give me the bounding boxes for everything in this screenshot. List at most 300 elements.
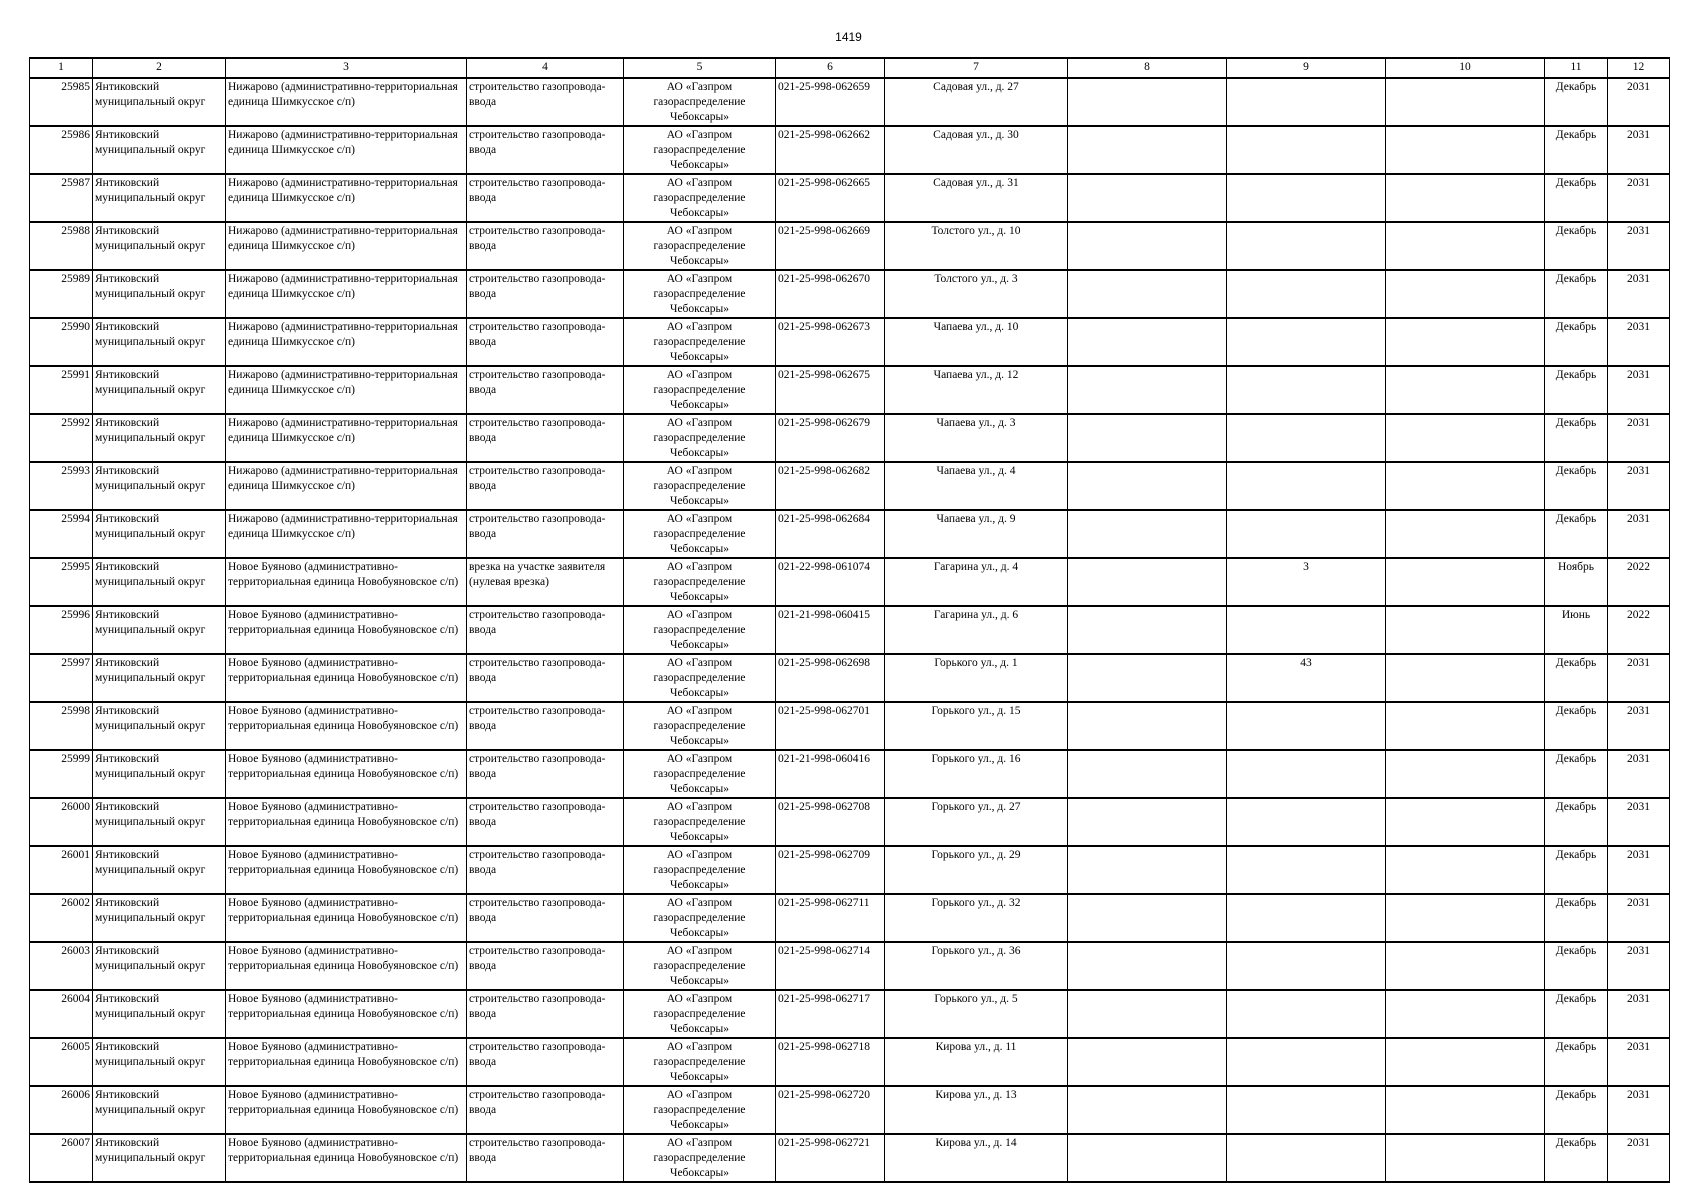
- page-number: 1419: [835, 30, 862, 44]
- address-cell: Кирова ул., д. 13: [885, 1086, 1068, 1134]
- year-cell: 2031: [1608, 510, 1670, 558]
- object-code-cell: 021-25-998-062720: [776, 1086, 885, 1134]
- column-10-cell: [1386, 414, 1545, 462]
- year-cell: 2031: [1608, 750, 1670, 798]
- district-cell: Янтиковский муниципальный округ: [93, 222, 226, 270]
- work-type-cell: строительство газопровода-ввода: [467, 750, 624, 798]
- work-type-cell: строительство газопровода-ввода: [467, 990, 624, 1038]
- column-10-cell: [1386, 270, 1545, 318]
- gasification-table: [29, 57, 1670, 1183]
- column-10-cell: [1386, 366, 1545, 414]
- locality-cell: Новое Буяново (административно-территориальная единица Новобуяновское с/п): [226, 894, 467, 942]
- record-number: 25991: [30, 366, 93, 414]
- record-number: 25992: [30, 414, 93, 462]
- month-cell: Ноябрь: [1545, 558, 1608, 606]
- locality-cell: Нижарово (административно-территориальная единица Шимкусское с/п): [226, 366, 467, 414]
- object-code-cell: 021-25-998-062670: [776, 270, 885, 318]
- organization-cell: АО «Газпром газораспределение Чебоксары»: [624, 846, 776, 894]
- locality-cell: Новое Буяново (административно-территориальная единица Новобуяновское с/п): [226, 798, 467, 846]
- address-cell: Чапаева ул., д. 12: [885, 366, 1068, 414]
- table-row: [30, 798, 1670, 846]
- work-type-cell: строительство газопровода-ввода: [467, 654, 624, 702]
- column-9-cell: [1227, 750, 1386, 798]
- work-type-cell: врезка на участке заявителя (нулевая врезка): [467, 558, 624, 606]
- column-9-cell: [1227, 462, 1386, 510]
- column-8-cell: [1068, 78, 1227, 126]
- column-8-cell: [1068, 894, 1227, 942]
- month-cell: Декабрь: [1545, 462, 1608, 510]
- column-8-cell: [1068, 270, 1227, 318]
- table-row: [30, 990, 1670, 1038]
- column-9-cell: 43: [1227, 654, 1386, 702]
- district-cell: Янтиковский муниципальный округ: [93, 414, 226, 462]
- year-cell: 2031: [1608, 798, 1670, 846]
- table-row: [30, 942, 1670, 990]
- work-type-cell: строительство газопровода-ввода: [467, 222, 624, 270]
- object-code-cell: 021-25-998-062717: [776, 990, 885, 1038]
- locality-cell: Новое Буяново (административно-территориальная единица Новобуяновское с/п): [226, 654, 467, 702]
- address-cell: Горького ул., д. 5: [885, 990, 1068, 1038]
- locality-cell: Нижарово (административно-территориальная единица Шимкусское с/п): [226, 510, 467, 558]
- column-10-cell: [1386, 606, 1545, 654]
- month-cell: Декабрь: [1545, 1134, 1608, 1182]
- object-code-cell: 021-25-998-062665: [776, 174, 885, 222]
- object-code-cell: 021-25-998-062709: [776, 846, 885, 894]
- address-cell: Гагарина ул., д. 4: [885, 558, 1068, 606]
- address-cell: Горького ул., д. 1: [885, 654, 1068, 702]
- district-cell: Янтиковский муниципальный округ: [93, 894, 226, 942]
- address-cell: Садовая ул., д. 30: [885, 126, 1068, 174]
- column-10-cell: [1386, 990, 1545, 1038]
- column-10-cell: [1386, 558, 1545, 606]
- object-code-cell: 021-21-998-060415: [776, 606, 885, 654]
- year-cell: 2031: [1608, 318, 1670, 366]
- locality-cell: Новое Буяново (административно-территориальная единица Новобуяновское с/п): [226, 990, 467, 1038]
- column-9-cell: [1227, 1086, 1386, 1134]
- column-10-cell: [1386, 798, 1545, 846]
- address-cell: Чапаева ул., д. 10: [885, 318, 1068, 366]
- organization-cell: АО «Газпром газораспределение Чебоксары»: [624, 174, 776, 222]
- column-10-cell: [1386, 942, 1545, 990]
- column-header: 2: [93, 58, 226, 78]
- record-number: 26002: [30, 894, 93, 942]
- table-row: [30, 1134, 1670, 1182]
- address-cell: Кирова ул., д. 14: [885, 1134, 1068, 1182]
- year-cell: 2031: [1608, 702, 1670, 750]
- address-cell: Горького ул., д. 16: [885, 750, 1068, 798]
- record-number: 25998: [30, 702, 93, 750]
- year-cell: 2022: [1608, 558, 1670, 606]
- locality-cell: Новое Буяново (административно-территориальная единица Новобуяновское с/п): [226, 1038, 467, 1086]
- month-cell: Декабрь: [1545, 78, 1608, 126]
- year-cell: 2031: [1608, 462, 1670, 510]
- locality-cell: Нижарово (административно-территориальная единица Шимкусское с/п): [226, 414, 467, 462]
- year-cell: 2031: [1608, 174, 1670, 222]
- column-header: 1: [30, 58, 93, 78]
- organization-cell: АО «Газпром газораспределение Чебоксары»: [624, 270, 776, 318]
- record-number: 25997: [30, 654, 93, 702]
- locality-cell: Нижарово (административно-территориальная единица Шимкусское с/п): [226, 462, 467, 510]
- column-header: 7: [885, 58, 1068, 78]
- column-header: 12: [1608, 58, 1670, 78]
- month-cell: Декабрь: [1545, 222, 1608, 270]
- table-row: [30, 750, 1670, 798]
- month-cell: Декабрь: [1545, 174, 1608, 222]
- table-row: [30, 270, 1670, 318]
- object-code-cell: 021-25-998-062679: [776, 414, 885, 462]
- table-row: [30, 1086, 1670, 1134]
- column-9-cell: [1227, 126, 1386, 174]
- month-cell: Декабрь: [1545, 1038, 1608, 1086]
- object-code-cell: 021-25-998-062659: [776, 78, 885, 126]
- district-cell: Янтиковский муниципальный округ: [93, 270, 226, 318]
- work-type-cell: строительство газопровода-ввода: [467, 318, 624, 366]
- column-8-cell: [1068, 222, 1227, 270]
- column-9-cell: [1227, 414, 1386, 462]
- column-9-cell: [1227, 318, 1386, 366]
- table-row: [30, 702, 1670, 750]
- year-cell: 2031: [1608, 270, 1670, 318]
- column-10-cell: [1386, 510, 1545, 558]
- table-row: [30, 78, 1670, 126]
- object-code-cell: 021-25-998-062684: [776, 510, 885, 558]
- object-code-cell: 021-25-998-062698: [776, 654, 885, 702]
- month-cell: Декабрь: [1545, 702, 1608, 750]
- address-cell: Толстого ул., д. 3: [885, 270, 1068, 318]
- address-cell: Горького ул., д. 27: [885, 798, 1068, 846]
- month-cell: Декабрь: [1545, 654, 1608, 702]
- district-cell: Янтиковский муниципальный округ: [93, 846, 226, 894]
- object-code-cell: 021-25-998-062669: [776, 222, 885, 270]
- record-number: 25985: [30, 78, 93, 126]
- table-row: [30, 126, 1670, 174]
- table-row: [30, 366, 1670, 414]
- locality-cell: Новое Буяново (административно-территориальная единица Новобуяновское с/п): [226, 1134, 467, 1182]
- object-code-cell: 021-25-998-062718: [776, 1038, 885, 1086]
- column-8-cell: [1068, 654, 1227, 702]
- organization-cell: АО «Газпром газораспределение Чебоксары»: [624, 510, 776, 558]
- column-header: 10: [1386, 58, 1545, 78]
- address-cell: Горького ул., д. 29: [885, 846, 1068, 894]
- district-cell: Янтиковский муниципальный округ: [93, 606, 226, 654]
- organization-cell: АО «Газпром газораспределение Чебоксары»: [624, 990, 776, 1038]
- district-cell: Янтиковский муниципальный округ: [93, 78, 226, 126]
- month-cell: Декабрь: [1545, 942, 1608, 990]
- district-cell: Янтиковский муниципальный округ: [93, 558, 226, 606]
- record-number: 26005: [30, 1038, 93, 1086]
- locality-cell: Нижарово (административно-территориальная единица Шимкусское с/п): [226, 222, 467, 270]
- record-number: 25989: [30, 270, 93, 318]
- district-cell: Янтиковский муниципальный округ: [93, 318, 226, 366]
- year-cell: 2031: [1608, 846, 1670, 894]
- work-type-cell: строительство газопровода-ввода: [467, 78, 624, 126]
- table-row: [30, 558, 1670, 606]
- object-code-cell: 021-25-998-062721: [776, 1134, 885, 1182]
- record-number: 25987: [30, 174, 93, 222]
- work-type-cell: строительство газопровода-ввода: [467, 1086, 624, 1134]
- column-header: 8: [1068, 58, 1227, 78]
- organization-cell: АО «Газпром газораспределение Чебоксары»: [624, 1134, 776, 1182]
- organization-cell: АО «Газпром газораспределение Чебоксары»: [624, 462, 776, 510]
- district-cell: Янтиковский муниципальный округ: [93, 750, 226, 798]
- column-8-cell: [1068, 990, 1227, 1038]
- column-9-cell: [1227, 1134, 1386, 1182]
- column-header: 5: [624, 58, 776, 78]
- record-number: 25990: [30, 318, 93, 366]
- column-10-cell: [1386, 462, 1545, 510]
- organization-cell: АО «Газпром газораспределение Чебоксары»: [624, 702, 776, 750]
- object-code-cell: 021-25-998-062714: [776, 942, 885, 990]
- record-number: 25994: [30, 510, 93, 558]
- year-cell: 2031: [1608, 414, 1670, 462]
- column-9-cell: [1227, 894, 1386, 942]
- district-cell: Янтиковский муниципальный округ: [93, 990, 226, 1038]
- column-8-cell: [1068, 318, 1227, 366]
- address-cell: Чапаева ул., д. 4: [885, 462, 1068, 510]
- district-cell: Янтиковский муниципальный округ: [93, 1038, 226, 1086]
- address-cell: Чапаева ул., д. 3: [885, 414, 1068, 462]
- organization-cell: АО «Газпром газораспределение Чебоксары»: [624, 318, 776, 366]
- record-number: 26006: [30, 1086, 93, 1134]
- locality-cell: Новое Буяново (административно-территориальная единица Новобуяновское с/п): [226, 606, 467, 654]
- column-10-cell: [1386, 78, 1545, 126]
- address-cell: Чапаева ул., д. 9: [885, 510, 1068, 558]
- organization-cell: АО «Газпром газораспределение Чебоксары»: [624, 1038, 776, 1086]
- column-10-cell: [1386, 846, 1545, 894]
- locality-cell: Новое Буяново (административно-территориальная единица Новобуяновское с/п): [226, 558, 467, 606]
- month-cell: Декабрь: [1545, 798, 1608, 846]
- work-type-cell: строительство газопровода-ввода: [467, 510, 624, 558]
- year-cell: 2031: [1608, 1038, 1670, 1086]
- column-8-cell: [1068, 414, 1227, 462]
- column-8-cell: [1068, 174, 1227, 222]
- year-cell: 2031: [1608, 894, 1670, 942]
- organization-cell: АО «Газпром газораспределение Чебоксары»: [624, 750, 776, 798]
- year-cell: 2031: [1608, 990, 1670, 1038]
- column-8-cell: [1068, 606, 1227, 654]
- month-cell: Декабрь: [1545, 1086, 1608, 1134]
- column-8-cell: [1068, 510, 1227, 558]
- column-9-cell: [1227, 846, 1386, 894]
- work-type-cell: строительство газопровода-ввода: [467, 894, 624, 942]
- column-9-cell: [1227, 222, 1386, 270]
- column-8-cell: [1068, 1086, 1227, 1134]
- column-8-cell: [1068, 1038, 1227, 1086]
- year-cell: 2031: [1608, 1134, 1670, 1182]
- district-cell: Янтиковский муниципальный округ: [93, 1086, 226, 1134]
- locality-cell: Новое Буяново (административно-территориальная единица Новобуяновское с/п): [226, 702, 467, 750]
- column-8-cell: [1068, 126, 1227, 174]
- address-cell: Горького ул., д. 36: [885, 942, 1068, 990]
- organization-cell: АО «Газпром газораспределение Чебоксары»: [624, 126, 776, 174]
- column-8-cell: [1068, 558, 1227, 606]
- work-type-cell: строительство газопровода-ввода: [467, 126, 624, 174]
- district-cell: Янтиковский муниципальный округ: [93, 1134, 226, 1182]
- record-number: 26004: [30, 990, 93, 1038]
- address-cell: Горького ул., д. 32: [885, 894, 1068, 942]
- object-code-cell: 021-22-998-061074: [776, 558, 885, 606]
- record-number: 25996: [30, 606, 93, 654]
- column-10-cell: [1386, 750, 1545, 798]
- column-header: 6: [776, 58, 885, 78]
- column-8-cell: [1068, 702, 1227, 750]
- month-cell: Декабрь: [1545, 510, 1608, 558]
- locality-cell: Нижарово (административно-территориальная единица Шимкусское с/п): [226, 174, 467, 222]
- table-row: [30, 1038, 1670, 1086]
- column-9-cell: [1227, 942, 1386, 990]
- locality-cell: Нижарово (административно-территориальная единица Шимкусское с/п): [226, 126, 467, 174]
- object-code-cell: 021-25-998-062701: [776, 702, 885, 750]
- column-10-cell: [1386, 1134, 1545, 1182]
- column-8-cell: [1068, 798, 1227, 846]
- district-cell: Янтиковский муниципальный округ: [93, 366, 226, 414]
- table-row: [30, 222, 1670, 270]
- work-type-cell: строительство газопровода-ввода: [467, 798, 624, 846]
- record-number: 26003: [30, 942, 93, 990]
- locality-cell: Нижарово (административно-территориальная единица Шимкусское с/п): [226, 318, 467, 366]
- record-number: 26000: [30, 798, 93, 846]
- month-cell: Декабрь: [1545, 990, 1608, 1038]
- work-type-cell: строительство газопровода-ввода: [467, 1134, 624, 1182]
- district-cell: Янтиковский муниципальный округ: [93, 462, 226, 510]
- table-row: [30, 606, 1670, 654]
- record-number: 26001: [30, 846, 93, 894]
- column-9-cell: [1227, 78, 1386, 126]
- column-8-cell: [1068, 942, 1227, 990]
- year-cell: 2031: [1608, 222, 1670, 270]
- address-cell: Садовая ул., д. 31: [885, 174, 1068, 222]
- column-8-cell: [1068, 750, 1227, 798]
- address-cell: Толстого ул., д. 10: [885, 222, 1068, 270]
- column-9-cell: [1227, 270, 1386, 318]
- column-9-cell: 3: [1227, 558, 1386, 606]
- object-code-cell: 021-25-998-062711: [776, 894, 885, 942]
- object-code-cell: 021-21-998-060416: [776, 750, 885, 798]
- column-header: 3: [226, 58, 467, 78]
- table-row: [30, 654, 1670, 702]
- month-cell: Декабрь: [1545, 270, 1608, 318]
- locality-cell: Нижарово (административно-территориальная единица Шимкусское с/п): [226, 78, 467, 126]
- month-cell: Декабрь: [1545, 894, 1608, 942]
- column-8-cell: [1068, 462, 1227, 510]
- year-cell: 2031: [1608, 126, 1670, 174]
- work-type-cell: строительство газопровода-ввода: [467, 270, 624, 318]
- table-body: [30, 78, 1670, 1182]
- year-cell: 2031: [1608, 1086, 1670, 1134]
- work-type-cell: строительство газопровода-ввода: [467, 846, 624, 894]
- district-cell: Янтиковский муниципальный округ: [93, 510, 226, 558]
- column-header: 11: [1545, 58, 1608, 78]
- district-cell: Янтиковский муниципальный округ: [93, 702, 226, 750]
- record-number: 25988: [30, 222, 93, 270]
- object-code-cell: 021-25-998-062675: [776, 366, 885, 414]
- column-9-cell: [1227, 366, 1386, 414]
- year-cell: 2031: [1608, 654, 1670, 702]
- work-type-cell: строительство газопровода-ввода: [467, 414, 624, 462]
- organization-cell: АО «Газпром газораспределение Чебоксары»: [624, 798, 776, 846]
- column-9-cell: [1227, 510, 1386, 558]
- month-cell: Декабрь: [1545, 846, 1608, 894]
- month-cell: Декабрь: [1545, 318, 1608, 366]
- month-cell: Декабрь: [1545, 126, 1608, 174]
- table-row: [30, 894, 1670, 942]
- table-row: [30, 510, 1670, 558]
- address-cell: Горького ул., д. 15: [885, 702, 1068, 750]
- organization-cell: АО «Газпром газораспределение Чебоксары»: [624, 414, 776, 462]
- locality-cell: Новое Буяново (административно-территориальная единица Новобуяновское с/п): [226, 846, 467, 894]
- organization-cell: АО «Газпром газораспределение Чебоксары»: [624, 654, 776, 702]
- column-10-cell: [1386, 318, 1545, 366]
- month-cell: Декабрь: [1545, 366, 1608, 414]
- record-number: 26007: [30, 1134, 93, 1182]
- month-cell: Декабрь: [1545, 414, 1608, 462]
- record-number: 25995: [30, 558, 93, 606]
- column-8-cell: [1068, 1134, 1227, 1182]
- locality-cell: Новое Буяново (административно-территориальная единица Новобуяновское с/п): [226, 750, 467, 798]
- column-10-cell: [1386, 1086, 1545, 1134]
- object-code-cell: 021-25-998-062682: [776, 462, 885, 510]
- district-cell: Янтиковский муниципальный округ: [93, 126, 226, 174]
- district-cell: Янтиковский муниципальный округ: [93, 942, 226, 990]
- column-header: 4: [467, 58, 624, 78]
- year-cell: 2022: [1608, 606, 1670, 654]
- work-type-cell: строительство газопровода-ввода: [467, 174, 624, 222]
- column-9-cell: [1227, 798, 1386, 846]
- column-header: 9: [1227, 58, 1386, 78]
- column-8-cell: [1068, 366, 1227, 414]
- work-type-cell: строительство газопровода-ввода: [467, 942, 624, 990]
- district-cell: Янтиковский муниципальный округ: [93, 654, 226, 702]
- header-row: [30, 58, 1670, 78]
- month-cell: Июнь: [1545, 606, 1608, 654]
- year-cell: 2031: [1608, 942, 1670, 990]
- record-number: 25993: [30, 462, 93, 510]
- record-number: 25986: [30, 126, 93, 174]
- address-cell: Кирова ул., д. 11: [885, 1038, 1068, 1086]
- address-cell: Садовая ул., д. 27: [885, 78, 1068, 126]
- locality-cell: Нижарово (административно-территориальная единица Шимкусское с/п): [226, 270, 467, 318]
- column-8-cell: [1068, 846, 1227, 894]
- column-10-cell: [1386, 702, 1545, 750]
- work-type-cell: строительство газопровода-ввода: [467, 606, 624, 654]
- table-row: [30, 462, 1670, 510]
- object-code-cell: 021-25-998-062673: [776, 318, 885, 366]
- table-row: [30, 846, 1670, 894]
- work-type-cell: строительство газопровода-ввода: [467, 702, 624, 750]
- column-10-cell: [1386, 1038, 1545, 1086]
- month-cell: Декабрь: [1545, 750, 1608, 798]
- column-9-cell: [1227, 1038, 1386, 1086]
- organization-cell: АО «Газпром газораспределение Чебоксары»: [624, 366, 776, 414]
- district-cell: Янтиковский муниципальный округ: [93, 798, 226, 846]
- column-10-cell: [1386, 174, 1545, 222]
- organization-cell: АО «Газпром газораспределение Чебоксары»: [624, 558, 776, 606]
- column-10-cell: [1386, 654, 1545, 702]
- work-type-cell: строительство газопровода-ввода: [467, 1038, 624, 1086]
- district-cell: Янтиковский муниципальный округ: [93, 174, 226, 222]
- organization-cell: АО «Газпром газораспределение Чебоксары»: [624, 942, 776, 990]
- column-10-cell: [1386, 126, 1545, 174]
- table-row: [30, 318, 1670, 366]
- work-type-cell: строительство газопровода-ввода: [467, 462, 624, 510]
- address-cell: Гагарина ул., д. 6: [885, 606, 1068, 654]
- year-cell: 2031: [1608, 366, 1670, 414]
- column-9-cell: [1227, 990, 1386, 1038]
- table-row: [30, 414, 1670, 462]
- column-9-cell: [1227, 702, 1386, 750]
- record-number: 25999: [30, 750, 93, 798]
- organization-cell: АО «Газпром газораспределение Чебоксары»: [624, 78, 776, 126]
